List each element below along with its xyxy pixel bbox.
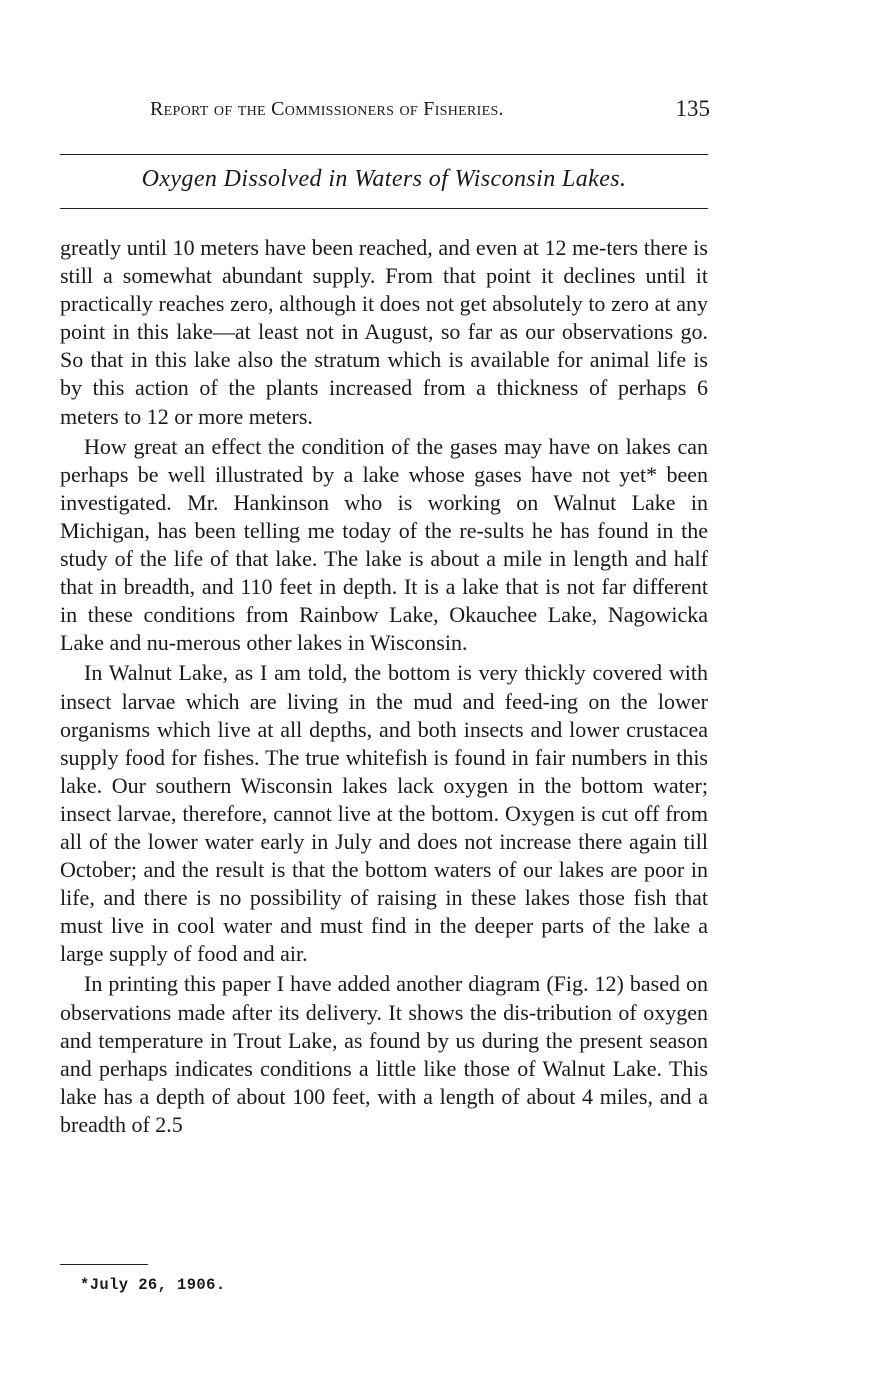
section-rule-bottom: [60, 208, 708, 209]
page-number: 135: [675, 96, 710, 121]
running-title: Report of the Commissioners of Fisheries.: [150, 98, 504, 120]
running-head: [60, 96, 710, 130]
body-text: [60, 234, 708, 1141]
section-rule-top: [60, 154, 708, 155]
footnote-rule: [60, 1264, 148, 1265]
paragraph-walnut-lake-intro: How great an effect the condition of the gases may have on lakes can perhaps be well illustrated by a lake whose gases have not yet* been investigated. Mr. Hankinson who is working on Walnut Lake in Michigan, has been telling me today of the re-sults he has found in the study of the life of that lake. The lake is about a mile in length and half that in breadth, and 110 feet in depth. It is a lake that is not far different in these conditions from Rainbow Lake, Okauchee Lake, Nagowicka Lake and nu-merous other lakes in Wisconsin.: [60, 433, 708, 656]
section-title: Oxygen Dissolved in Waters of Wisconsin Lakes.: [141, 166, 627, 192]
paragraph-continued: greatly until 10 meters have been reached, and even at 12 me-ters there is still a somewhat abundant supply. From that point it declines until it practically reaches zero, although it does not get absolutely to zero at any point in this lake—at least not in August, so far as our observations go. So that in this lake also the stratum which is available for animal life is by this action of the plants increased from a thickness of perhaps 6 meters to 12 or more meters.: [60, 235, 708, 429]
paragraph-walnut-lake-bottom: In Walnut Lake, as I am told, the bottom is very thickly covered with insect larvae which are living in the mud and feed-ing on the lower organisms which live at all depths, and both insects and lower crustacea supply food for fishes. The true whitefish is found in fair numbers in this lake. Our southern Wisconsin lakes lack oxygen in the bottom water; insect larvae, therefore, cannot live at the bottom. Oxygen is cut off from all of the lower water early in July and does not increase there again till October; and the result is that the bottom waters of our lakes are poor in life, and there is no possibility of raising in these lakes those fish that must live in cool water and must find in the deeper parts of the lake a large supply of food and air.: [60, 660, 708, 967]
footnote: *July 26, 1906.: [80, 1276, 226, 1294]
paragraph-trout-lake: In printing this paper I have added another diagram (Fig. 12) based on observations made after its delivery. It shows the dis-tribution of oxygen and temperature in Trout Lake, as found by us during the present season and perhaps indicates conditions a little like those of Walnut Lake. This lake has a depth of about 100 feet, with a length of about 4 miles, and a breadth of 2.5: [60, 971, 708, 1137]
